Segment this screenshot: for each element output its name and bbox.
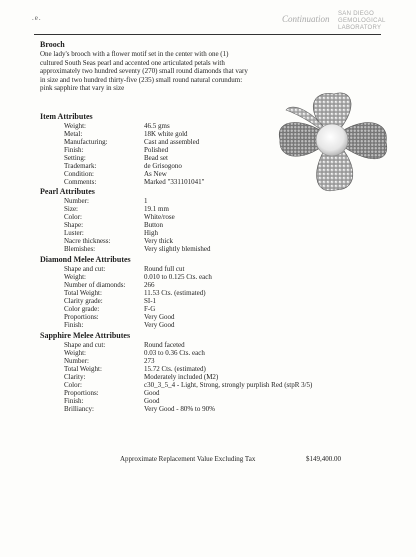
page-mark: .e. <box>32 14 42 22</box>
attribute-value: Bead set <box>144 154 168 162</box>
attribute-label: Finish: <box>64 146 84 154</box>
attribute-label: Color: <box>64 213 82 221</box>
attribute-label: Brilliancy: <box>64 405 94 413</box>
attribute-label: Number: <box>64 357 89 365</box>
brooch-photo <box>262 80 402 200</box>
attribute-value: Very thick <box>144 237 173 245</box>
attribute-label: Proportions: <box>64 313 99 321</box>
attribute-value: Very Good <box>144 313 175 321</box>
attribute-value: Very Good <box>144 321 175 329</box>
attribute-value: Good <box>144 389 160 397</box>
attribute-label: Blemishes: <box>64 245 96 253</box>
attribute-value: SI-1 <box>144 297 157 305</box>
attribute-value: Round faceted <box>144 341 185 349</box>
lab-line: SAN DIEGO <box>338 11 375 17</box>
section-title-item: Item Attributes <box>40 112 93 121</box>
attribute-label: Metal: <box>64 130 83 138</box>
attribute-label: Number: <box>64 197 89 205</box>
continuation-header: Continuation <box>282 14 330 24</box>
header-rule <box>34 34 381 35</box>
attribute-value: 0.03 to 0.36 Cts. each <box>144 349 205 357</box>
attribute-value: Good <box>144 397 160 405</box>
attribute-label: Trademark: <box>64 162 97 170</box>
attribute-label: Size: <box>64 205 78 213</box>
attribute-label: Setting: <box>64 154 86 162</box>
attribute-value: 273 <box>144 357 155 365</box>
attribute-value: 1 <box>144 197 148 205</box>
attribute-label: Shape and cut: <box>64 265 106 273</box>
attribute-value: Polished <box>144 146 169 154</box>
attribute-label: Proportions: <box>64 389 99 397</box>
attribute-value: High <box>144 229 158 237</box>
section-title-pearl: Pearl Attributes <box>40 187 95 196</box>
attribute-label: Color: <box>64 381 82 389</box>
attribute-value: c30_3_5_4 - Light, Strong, strongly purplish Red (stpR 3/5) <box>144 381 313 389</box>
attribute-label: Comments: <box>64 178 97 186</box>
attribute-label: Weight: <box>64 349 86 357</box>
attribute-label: Clarity grade: <box>64 297 103 305</box>
item-title: Brooch <box>40 40 65 49</box>
attribute-label: Weight: <box>64 122 86 130</box>
attribute-value: de Grisogono <box>144 162 182 170</box>
replacement-value-amount: $149,400.00 <box>306 455 341 463</box>
attribute-value: 11.53 Cts. (estimated) <box>144 289 206 297</box>
lab-line: GEMOLOGICAL <box>338 18 386 24</box>
attribute-value: Round full cut <box>144 265 185 273</box>
lab-logo <box>338 11 386 32</box>
attribute-value: As New <box>144 170 167 178</box>
attribute-value: Button <box>144 221 164 229</box>
attribute-label: Luster: <box>64 229 84 237</box>
lab-line: LABORATORY <box>338 25 382 31</box>
attribute-label: Weight: <box>64 273 86 281</box>
section-title-sapphire: Sapphire Melee Attributes <box>40 331 131 340</box>
section-title-diamond: Diamond Melee Attributes <box>40 255 131 264</box>
attribute-value: Very Good - 80% to 90% <box>144 405 215 413</box>
attribute-value: 18K white gold <box>144 130 188 138</box>
attribute-label: Finish: <box>64 397 84 405</box>
attribute-value: Cast and assembled <box>144 138 200 146</box>
attribute-label: Shape and cut: <box>64 341 106 349</box>
attribute-value: Marked "331101041" <box>144 178 205 186</box>
attribute-value: Very slightly blemished <box>144 245 211 253</box>
attribute-value: White/rose <box>144 213 175 221</box>
attribute-label: Finish: <box>64 321 84 329</box>
attribute-label: Clarity: <box>64 373 86 381</box>
replacement-value-label: Approximate Replacement Value Excluding Tax <box>120 455 256 463</box>
attribute-value: 46.5 gms <box>144 122 170 130</box>
attribute-label: Manufacturing: <box>64 138 108 146</box>
attribute-value: 266 <box>144 281 155 289</box>
attribute-label: Color grade: <box>64 305 100 313</box>
attribute-label: Number of diamonds: <box>64 281 126 289</box>
attribute-label: Condition: <box>64 170 94 178</box>
item-description: One lady's brooch with a flower motif set in the center with one (1) cultured South Seas pearl and accented one articulated petals with approximately two hundred seventy (270) small round diamonds that vary in size and two hundred thirty-five (235) small round natural corundum: pink sapphire that vary in size <box>40 50 248 93</box>
attribute-label: Shape: <box>64 221 84 229</box>
attribute-value: 15.72 Cts. (estimated) <box>144 365 206 373</box>
attribute-value: F-G <box>144 305 156 313</box>
attribute-value: Moderately included (M2) <box>144 373 219 381</box>
attribute-value: 0.010 to 0.125 Cts. each <box>144 273 212 281</box>
attribute-label: Total Weight: <box>64 365 102 373</box>
attribute-value: 19.1 mm <box>144 205 169 213</box>
attribute-label: Total Weight: <box>64 289 102 297</box>
attribute-label: Nacre thickness: <box>64 237 111 245</box>
